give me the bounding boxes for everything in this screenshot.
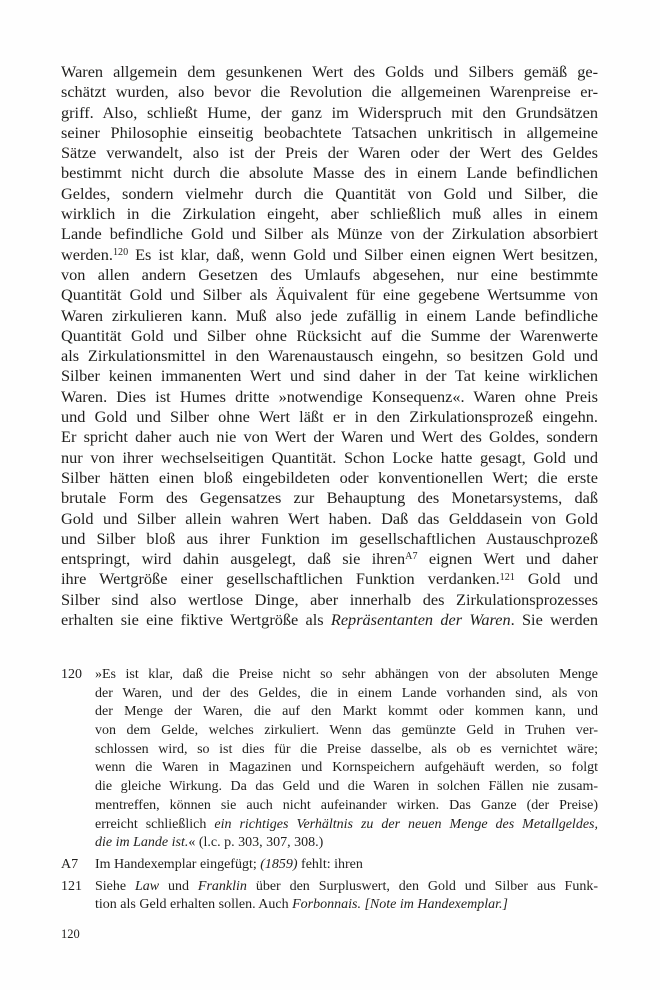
footnote-text-line [95,816,598,835]
body-text-line [61,346,598,366]
text-segment: Quantität Gold und Silber als Äquivalent für eine gegebene Wertsumme von [61,285,598,305]
footnote-text-line [95,685,598,704]
body-text-line [61,224,598,244]
text-segment: Waren allgemein dem gesunkenen Wert des Golds und Silbers gemäß ge- [61,62,598,81]
text-segment: der Menge der Waren, die auf den Markt kommt oder kommen kann, und [95,704,598,720]
footnote-text-line [95,896,598,915]
main-text-block [61,62,598,630]
footnote-text-line [95,856,598,875]
text-segment: und Silber bloß aus ihrer Funktion im gesellschaftlichen Austauschprozeß [61,528,598,548]
text-segment: Gold und [514,569,598,589]
text-segment: Es ist klar, daß, wenn Gold und Silber einen eignen Wert besitzen, [128,244,598,264]
body-text-line [61,204,598,224]
footnote-text-line [95,666,598,685]
text-segment: Waren. Dies ist Humes dritte »notwendige Konsequenz«. Waren ohne Preis [61,386,598,406]
text-segment: die im Lande ist. [95,835,189,851]
body-text-line [61,163,598,183]
body-text-line [61,285,598,305]
text-segment: Lande befindliche Gold und Silber als Münze von der Zirkulation absorbiert [61,224,598,244]
text-segment: Law [135,878,160,894]
text-segment: Silber keinen immanenten Wert und sind daher in der Tat keine wirklichen [61,366,598,386]
text-segment: . Sie werden [510,610,598,630]
text-segment: griff. Also, schließt Hume, der ganz im Widerspruch mit den Grundsätzen [61,102,598,122]
body-text-line [61,265,598,285]
text-segment: Silber sind also wertlose Dinge, aber innerhalb des Zirkulationsprozesses [61,589,598,609]
body-text-line [61,468,598,488]
text-segment: Gold und Silber allein wahren Wert haben. Daß das Gelddasein von Gold [61,508,598,528]
footnote-121 [61,878,598,915]
text-segment: Im Handexemplar eingefügt; [95,856,261,872]
text-segment: Quantität Gold und Silber ohne Rücksicht auf die Summe der Warenwerte [61,325,598,345]
text-segment: « (l.c. p. 303, 307, 308.) [188,835,324,851]
text-segment: Waren zirkulieren kann. Muß also jede zufällig in einem Lande befindliche [61,305,598,325]
text-segment: ein richtiges Verhältnis zu der neuen Menge des Metallgeldes, [214,816,598,832]
footnote-text-line [95,722,598,741]
footnote-text-line [95,797,598,816]
body-text-line [61,509,598,529]
footnote-text-line [95,778,598,797]
text-segment: von allen andern Gesetzen des Umlaufs abgesehen, nur eine bestimmte [61,264,598,284]
text-segment: Repräsentanten der Waren [330,610,511,630]
text-segment: seiner Philosophie einseitig beobachtete Tatsachen unkritisch in allgemeine [61,122,598,142]
text-segment: entspringt, wird dahin ausgelegt, daß sie ihren [61,549,406,569]
footnote-text-line [95,741,598,760]
text-segment: »Es ist klar, daß die Preise nicht so sehr abhängen von der absoluten Menge [95,667,598,682]
text-segment: der Waren, und der des Geldes, die in einem Lande vorhanden sind, als von [95,685,598,701]
body-text-line [61,123,598,143]
footnote-reference: 121 [499,571,515,583]
text-segment: (1859) [260,856,298,872]
footnote-label: 120 [61,667,82,682]
footnote-reference: 120 [112,246,129,258]
text-segment: wirklich in die Zirkulation eingeht, aber schließlich muß alles in einem [61,204,598,224]
text-segment: eignen Wert und daher [417,549,598,569]
text-segment: Geldes, sondern vielmehr durch die Quantität von Gold und Silber, die [61,183,598,203]
footnote-text-line [95,834,598,853]
text-segment: und Gold und Silber ohne Wert läßt er in den Zirkulationsprozeß eingehn. [61,407,598,427]
text-segment: Silber hätten einen bloß eingebildeten oder konventionellen Wert; die erste [61,467,598,487]
text-segment: über den Surpluswert, den Gold und Silber aus Funk- [246,878,598,894]
footnotes-section [61,666,598,918]
body-text-line [61,529,598,549]
footnote-label: A7 [61,856,79,872]
body-text-line [61,488,598,508]
body-text-line [61,448,598,468]
body-text-line [61,387,598,407]
body-text-line [61,62,598,82]
text-segment: Sätze verwandelt, also ist der Preis der Waren oder der Wert des Geldes [61,143,598,163]
footnote-text-line [95,703,598,722]
footnote-label: 121 [61,878,82,894]
footnote-A7 [61,856,598,875]
text-segment: und [159,878,198,894]
footnote-text-line [95,759,598,778]
text-segment: schlossen wird, so ist dies für die Preise dasselbe, als ob es vernichtet wäre; [95,741,598,757]
text-segment: nur von ihrer wechselseitigen Quantität. Schon Locke hatte gesagt, Gold und [61,447,598,467]
body-text-line [61,590,598,610]
text-segment: als Zirkulationsmittel in den Warenaustausch eingehn, so besitzen Gold und [61,346,598,366]
text-segment: Siehe [95,878,135,894]
body-text-line [61,103,598,123]
text-segment: ihre Wertgröße einer gesellschaftlichen Funktion verdanken. [61,569,500,589]
page-number: 120 [61,927,80,941]
body-text-line [61,326,598,346]
text-segment: erhalten sie eine fiktive Wertgröße als [61,610,331,630]
text-segment: Franklin [197,878,247,894]
text-segment: [Note im Handexemplar.] [364,897,508,913]
text-segment: wenn die Waren in Magazinen und Kornspeichern aufgehäuft werden, so folgt [95,760,598,776]
body-text-line [61,407,598,427]
footnote-reference: A7 [405,551,418,563]
text-segment: mentreffen, können sie auch nicht aufeinander wirken. Das Ganze (der Preise) [95,797,598,813]
body-text-line [61,184,598,204]
body-text-line [61,143,598,163]
text-segment: fehlt: ihren [297,856,363,872]
body-text-line [61,306,598,326]
body-text-line [61,549,598,569]
text-segment: von dem Gelde, welches zirkuliert. Wenn das gemünzte Geld in Truhen ver- [95,723,598,739]
body-text-line [61,245,598,265]
text-segment: bestimmt nicht durch die absolute Masse des in einem Lande befindlichen [61,163,598,183]
footnote-text-line [95,878,598,897]
text-segment: tion als Geld erhalten sollen. Auch [95,897,293,913]
body-text-line [61,366,598,386]
body-text-line [61,427,598,447]
text-segment: brutale Form des Gegensatzes zur Behauptung des Monetarsystems, daß [61,488,598,508]
text-segment: erreicht schließlich [95,816,215,832]
footnote-120 [61,666,598,853]
body-text-line [61,82,598,102]
text-segment: die gleiche Wirkung. Da das Geld und die Waren in solchen Fällen nie zusam- [95,779,598,795]
text-segment: Er spricht daher auch nie von Wert der Waren und Wert des Goldes, sondern [61,427,598,447]
text-segment: werden. [61,244,113,264]
body-text-line [61,610,598,630]
body-text-line [61,569,598,589]
text-segment: Forbonnais. [292,897,361,913]
text-segment: schätzt wurden, also bevor die Revolution die allgemeinen Warenpreise er- [61,82,598,102]
